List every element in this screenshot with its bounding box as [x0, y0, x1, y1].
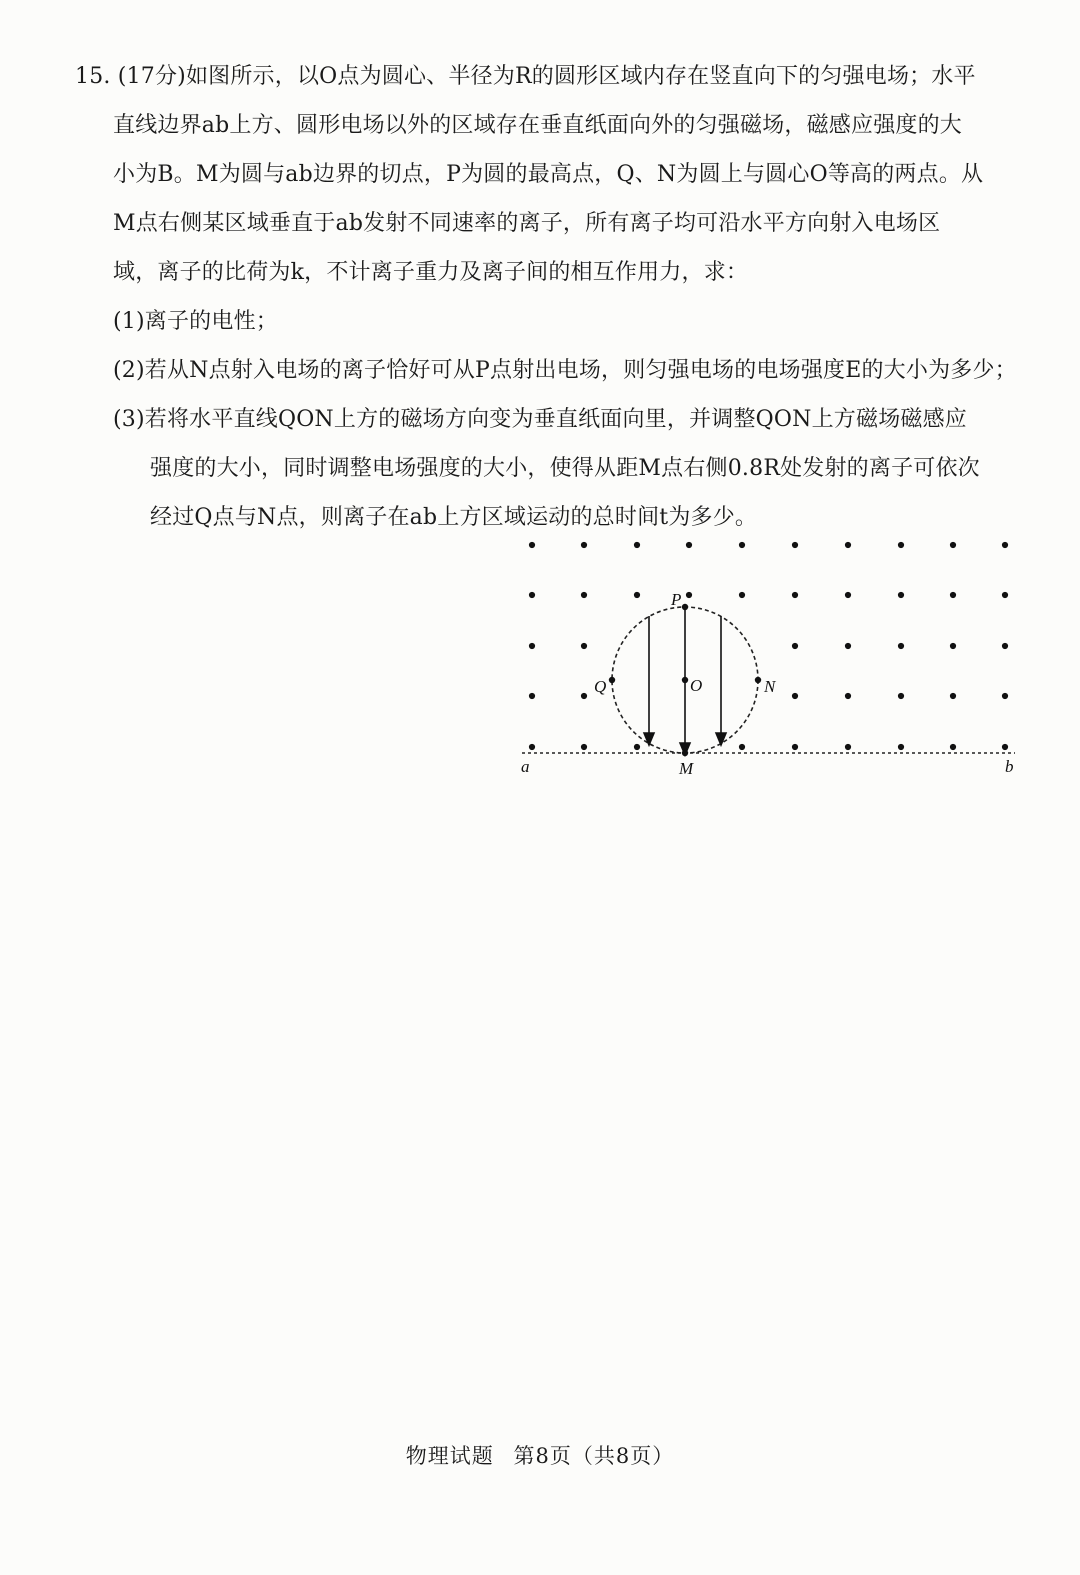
label-Q: Q: [594, 677, 607, 696]
field-dot: [529, 542, 535, 548]
field-dot: [845, 744, 851, 750]
field-dot: [845, 693, 851, 699]
footer-page-number: 第8页（共8页）: [513, 1444, 675, 1468]
field-dot: [898, 744, 904, 750]
field-dot: [950, 592, 956, 598]
field-dot: [792, 693, 798, 699]
page-footer: [0, 1440, 1080, 1470]
footer-subject: 物理试题: [405, 1444, 494, 1468]
field-dot: [739, 744, 745, 750]
magnetic-field-dots: [529, 542, 1008, 750]
label-a: a: [521, 757, 530, 776]
field-dot: [1002, 744, 1008, 750]
point-O: [682, 677, 688, 683]
field-dot: [792, 643, 798, 649]
field-dot: [1002, 643, 1008, 649]
field-dot: [634, 542, 640, 548]
field-dot: [950, 693, 956, 699]
field-dot: [898, 542, 904, 548]
problem-line-5: 域，离子的比荷为k，不计离子重力及离子间的相互作用力，求：: [113, 260, 749, 285]
field-dot: [898, 643, 904, 649]
field-diagram: [510, 525, 1030, 785]
field-dot: [686, 592, 692, 598]
problem-line-4: M点右侧某区域垂直于ab发射不同速率的离子，所有离子均可沿水平方向射入电场区: [113, 211, 941, 236]
field-dot: [634, 744, 640, 750]
sub-question-1: (1)离子的电性；: [113, 309, 278, 334]
field-dot: [581, 693, 587, 699]
field-dot: [1002, 542, 1008, 548]
problem-line-1: 15. (17分)如图所示，以O点为圆心、半径为R的圆形区域内存在竖直向下的匀强电场；水平: [75, 64, 976, 89]
point-M: [682, 750, 688, 756]
field-dot: [529, 643, 535, 649]
field-dot: [581, 592, 587, 598]
field-dot: [792, 744, 798, 750]
field-dot: [581, 744, 587, 750]
field-dot: [739, 542, 745, 548]
field-dot: [792, 592, 798, 598]
field-dot: [898, 693, 904, 699]
field-dot: [845, 542, 851, 548]
label-N: N: [764, 677, 776, 696]
point-Q: [609, 677, 615, 683]
label-O: O: [690, 676, 703, 695]
sub-question-3-line-3: 经过Q点与N点，则离子在ab上方区域运动的总时间t为多少。: [150, 505, 758, 530]
problem-line-2: 直线边界ab上方、圆形电场以外的区域存在垂直纸面向外的匀强磁场，磁感应强度的大: [113, 113, 963, 138]
field-dot: [950, 744, 956, 750]
field-dot: [845, 643, 851, 649]
problem-15: [75, 52, 1020, 542]
field-dot: [581, 542, 587, 548]
field-dot: [845, 592, 851, 598]
field-dot: [529, 693, 535, 699]
field-dot: [581, 643, 587, 649]
field-dot: [950, 643, 956, 649]
point-N: [755, 677, 761, 683]
field-dot: [950, 542, 956, 548]
label-M: M: [679, 759, 694, 778]
point-P: [682, 604, 688, 610]
problem-line-3: 小为B。M为圆与ab边界的切点，P为圆的最高点，Q、N为圆上与圆心O等高的两点。从: [113, 162, 984, 187]
sub-question-3: (3)若将水平直线QON上方的磁场方向变为垂直纸面向里，并调整QON上方磁场磁感应: [113, 407, 968, 432]
label-b: b: [1005, 757, 1014, 776]
field-dot: [739, 592, 745, 598]
field-dot: [529, 592, 535, 598]
field-dot: [634, 592, 640, 598]
field-dot: [792, 542, 798, 548]
field-dot: [686, 542, 692, 548]
field-dot: [898, 592, 904, 598]
field-dot: [1002, 592, 1008, 598]
field-dot: [1002, 693, 1008, 699]
sub-question-2: (2)若从N点射入电场的离子恰好可从P点射出电场，则匀强电场的电场强度E的大小为多少；: [113, 358, 1017, 383]
label-P: P: [671, 590, 682, 609]
field-dot: [529, 744, 535, 750]
sub-question-3-line-2: 强度的大小，同时调整电场强度的大小，使得从距M点右侧0.8R处发射的离子可依次: [150, 456, 980, 481]
